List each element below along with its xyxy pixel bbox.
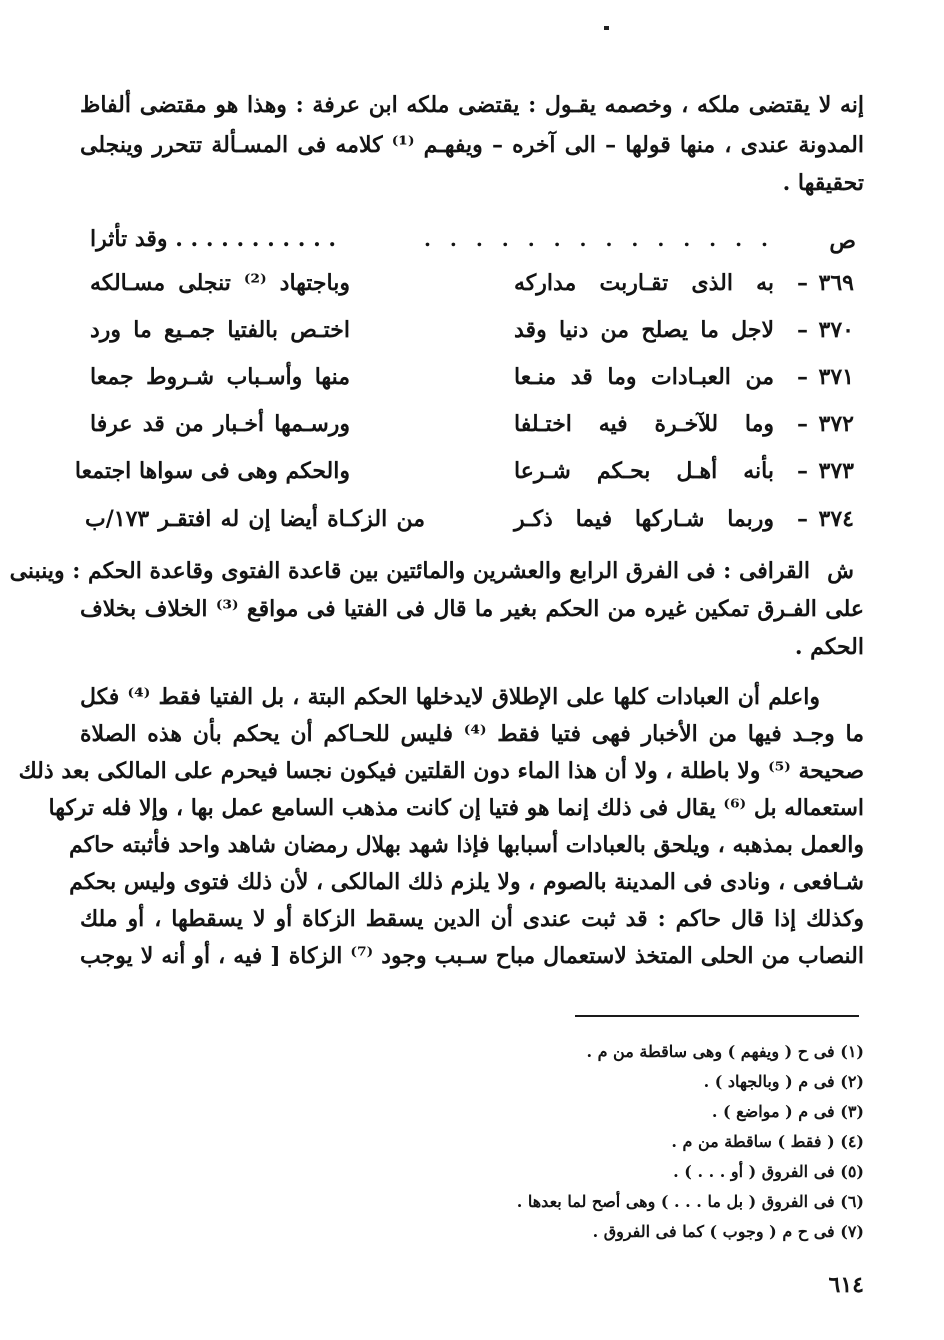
verse-first-hemistich: بأنه أهـل بحـكم شـرعا <box>514 458 774 484</box>
verse-second-hemistich: ورسـمها أخـبار من قد عرفا <box>90 411 350 437</box>
text-line: واعلم أن العبادات كلها على الإطلاق لايدخلها الحكم البتة ، بل الفتيا فقط ⁽⁴⁾ فكل <box>80 684 820 710</box>
verse-number: ٣٧٣ <box>818 458 854 484</box>
verse-dash: – <box>797 458 808 484</box>
paragraph-commentary <box>9 556 864 666</box>
verse-intro-dots: . . . . . . . . . . . . . . <box>424 227 774 251</box>
paragraph-opening <box>80 90 864 200</box>
verse-number: ٣٦٩ <box>818 270 854 296</box>
paragraph-main <box>18 682 864 1002</box>
verse-first-hemistich: وربما شـاركها فيما ذكـر <box>514 506 774 532</box>
verse-second-hemistich: من الزكـاة أيضا إن له افتقـر ١٧٣/ب <box>85 506 425 532</box>
verse-dash: – <box>797 364 808 390</box>
verse-row <box>90 407 854 441</box>
verse-row <box>90 360 854 394</box>
scan-speck <box>604 26 609 30</box>
footnote: (٦) فى الفروق ( بل ما . . . ) وهى أصح لما بعدها . <box>516 1192 864 1211</box>
text-line: تحقيقها . <box>782 170 864 196</box>
footnote: (١) فى ح ( ويفهم ) وهى ساقطة من م . <box>586 1042 864 1061</box>
text-line: على الفـرق تمكين غيره من الحكم بغير ما قال فى الفتيا فى مواقع ⁽³⁾ الخلاف بخلاف <box>80 596 864 622</box>
footnote: (٧) فى ح م ( وجوب ) كما فى الفروق . <box>592 1222 864 1241</box>
verse-intro-end: . . . . . . . . . . . وقد تأثرا <box>90 226 337 252</box>
footnote: (٥) فى الفروق ( أو . . . ) . <box>673 1162 864 1181</box>
text-line: إنه لا يقتضى ملكه ، وخصمه يقـول : يقتضى ملكه ابن عرفة : وهذا هو مقتضى ألفاظ <box>80 92 864 118</box>
verse-dash: – <box>797 317 808 343</box>
verse-number: ٣٧١ <box>818 364 854 390</box>
sad-marker: ص <box>829 228 856 254</box>
verse-number: ٣٧٠ <box>818 317 854 343</box>
verse-dash: – <box>797 270 808 296</box>
verse-first-hemistich: من العبـادات وما قد منـعا <box>514 364 774 390</box>
text-line: استعماله بل ⁽⁶⁾ يقال فى ذلك إنما هو فتيا إن كانت مذهب السامع عمل بها ، وإلا فله تركها <box>48 795 864 821</box>
verse-second-hemistich: والحكم وهى فى سواها اجتمعا <box>74 458 350 484</box>
verse-number: ٣٧٢ <box>818 411 854 437</box>
text-line: النصاب من الحلى المتخذ لاستعمال مباح سـبب وجود ⁽⁷⁾ الزكاة [ فيه ، أو أنه لا يوجب <box>80 943 864 969</box>
footnote: (٤) ( فقط ) ساقطة من م . <box>671 1132 864 1151</box>
verse-second-hemistich: اختـص بالفتيا جمـيع ما ورد <box>90 317 350 343</box>
text-line: المدونة عندى ، منها قولها – الى آخره – ويفهـم ⁽¹⁾ كلامه فى المسـألة تتحرر وينجلى <box>80 132 865 158</box>
verse-dash: – <box>797 506 808 532</box>
verse-first-hemistich: لاجل ما يصلح من دنيا وقد <box>514 317 774 343</box>
footnote-separator <box>575 1015 859 1017</box>
verse-row <box>90 266 854 300</box>
verse-first-hemistich: وما للآخـرة فيه اختـلفا <box>514 411 774 437</box>
verse-number: ٣٧٤ <box>818 506 854 532</box>
verse-second-hemistich: منها وأسـباب شـروط جمعا <box>90 364 350 390</box>
text-line: والعمل بمذهبه ، ويلحق بالعبادات أسبابها فإذا شهد بهلال رمضان شاهد واحد فأثبته حاكم <box>68 832 864 858</box>
verse-row <box>85 502 854 536</box>
verse-intro <box>90 222 854 256</box>
text-line: القرافى : فى الفرق الرابع والعشرين والمائتين بين قاعدة الفتوى وقاعدة الحكم : وينبنى <box>9 558 810 584</box>
text-line: وكذلك إذا قال حاكم : قد ثبت عندى أن الدين يسقط الزكاة أو لا يسقطها ، أو ملك <box>80 906 864 932</box>
text-line: شـافعى ، ونادى فى المدينة بالصوم ، ولا يلزم ذلك المالكى ، لأن ذلك فتوى وليس بحكم <box>69 869 864 895</box>
footnote: (٢) فى م ( وبالجهاد ) . <box>703 1072 864 1091</box>
verse-dash: – <box>797 411 808 437</box>
page-number: ٦١٤ <box>828 1272 864 1298</box>
verse-first-hemistich: به الذى تقـاربت مداركه <box>514 270 774 296</box>
verse-row <box>90 313 854 347</box>
verse-row <box>74 454 854 488</box>
text-line: صحيحة ⁽⁵⁾ ولا باطلة ، ولا أن هذا الماء دون القلتين فيكون نجسا فيحرم على المالكى بعد ذلك <box>18 758 864 784</box>
verse-second-hemistich: وباجتهاد ⁽²⁾ تنجلى مسـالكه <box>90 270 350 296</box>
text-line: الحكم . <box>794 634 864 660</box>
shin-marker: ش <box>827 558 854 584</box>
text-line: ما وجـد فيها من الأخبار فهى فتيا فقط ⁽⁴⁾ فليس للحـاكم أن يحكم بأن هذه الصلاة <box>80 721 864 747</box>
footnote: (٣) فى م ( مواضع ) . <box>711 1102 864 1121</box>
